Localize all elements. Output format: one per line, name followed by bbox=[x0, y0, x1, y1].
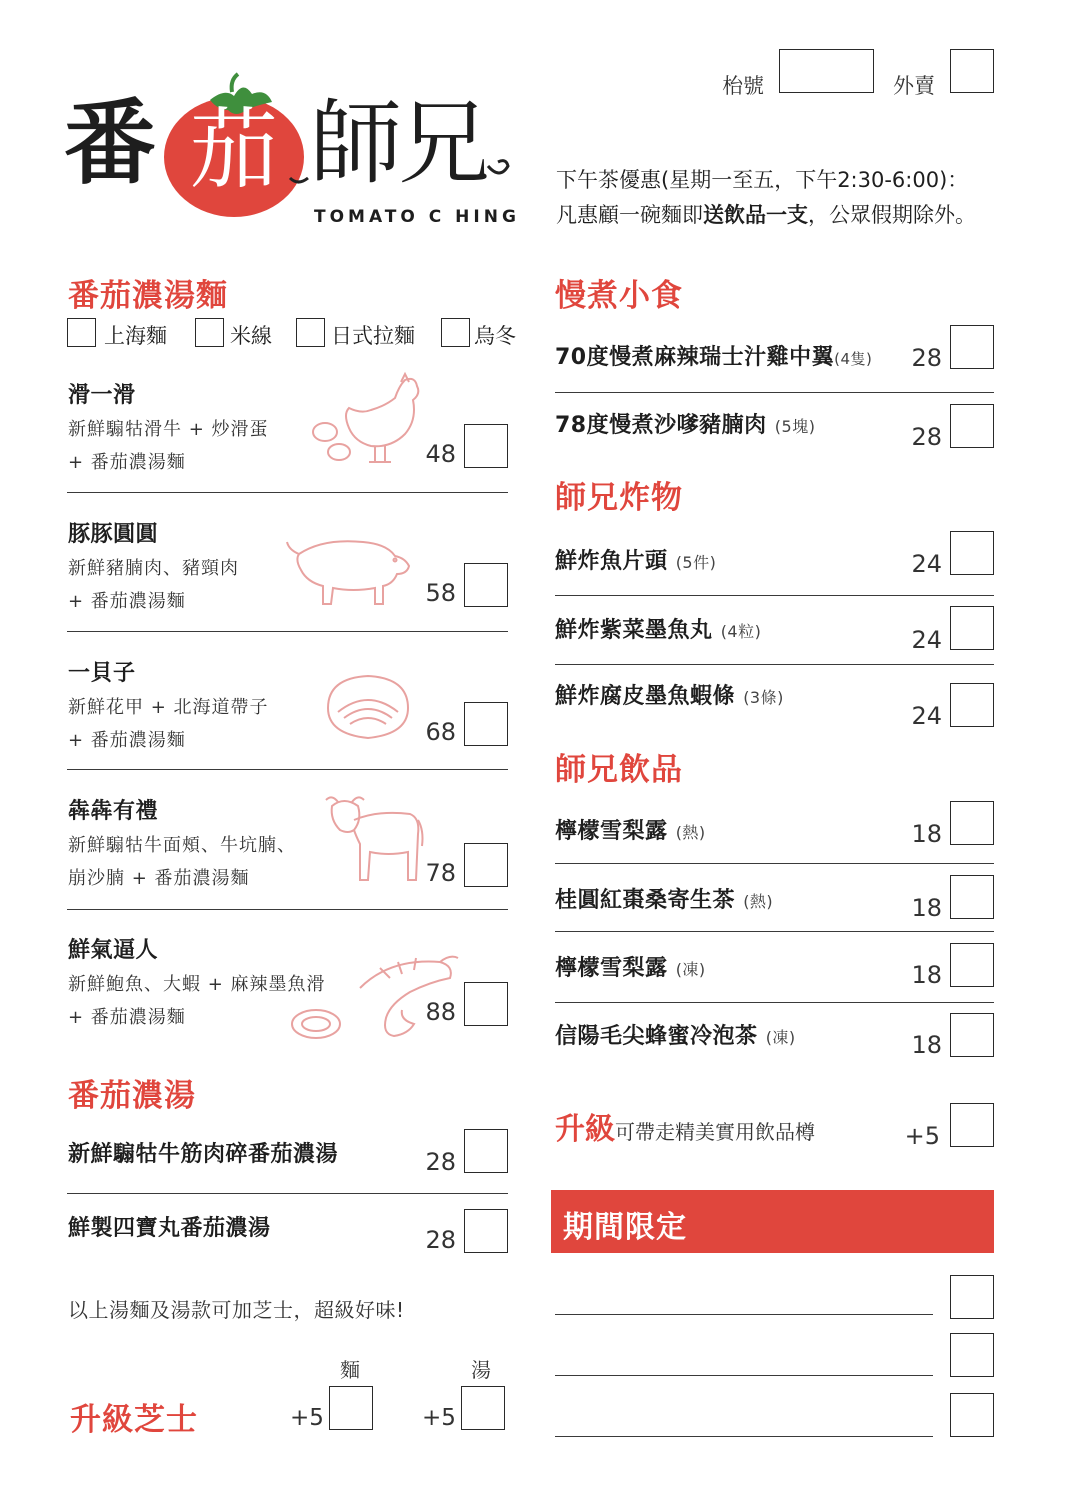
divider bbox=[67, 769, 508, 770]
noodle-item-checkbox[interactable] bbox=[464, 702, 508, 746]
noodle-option-checkbox-udon[interactable] bbox=[441, 318, 470, 347]
promo-highlight: 送飲品一支 bbox=[703, 203, 808, 227]
soup-item-checkbox[interactable] bbox=[464, 1209, 508, 1253]
noodle-item-name: 一貝子 bbox=[68, 661, 136, 686]
takeaway-label: 外賣 bbox=[893, 74, 935, 98]
fried-item-checkbox[interactable] bbox=[950, 531, 994, 575]
noodle-item-price: 88 bbox=[425, 998, 456, 1026]
noodle-option-udon: 烏冬 bbox=[474, 324, 516, 348]
promo-line-2 bbox=[556, 199, 976, 229]
noodle-item-desc: + 番茄濃湯麵 bbox=[68, 730, 186, 751]
promo-line-1: 下午茶優惠(星期一至五，下午2:30-6:00)： bbox=[556, 168, 969, 192]
limited-banner bbox=[551, 1190, 994, 1253]
limited-blank-line bbox=[555, 1375, 933, 1376]
fried-item-checkbox[interactable] bbox=[950, 606, 994, 650]
noodle-item-desc: + 番茄濃湯麵 bbox=[68, 1007, 186, 1028]
divider bbox=[67, 1193, 508, 1194]
noodle-item-checkbox[interactable] bbox=[464, 424, 508, 468]
brand-logo bbox=[60, 70, 520, 240]
noodle-item-desc: + 番茄濃湯麵 bbox=[68, 452, 186, 473]
brand-english: TOMATO C HING bbox=[314, 207, 520, 227]
drink-item-price: 18 bbox=[911, 1031, 942, 1059]
noodle-item-desc: + 番茄濃湯麵 bbox=[68, 591, 186, 612]
noodle-item-price: 78 bbox=[425, 859, 456, 887]
fried-item-name: 鮮炸腐皮墨魚蝦條 (3條) bbox=[555, 684, 784, 709]
noodle-option-checkbox-shanghai[interactable] bbox=[67, 318, 96, 347]
cheese-noodle-price: +5 bbox=[290, 1405, 324, 1431]
soup-item-checkbox[interactable] bbox=[464, 1129, 508, 1173]
pig-icon bbox=[283, 530, 413, 610]
limited-title: 期間限定 bbox=[563, 1210, 687, 1245]
drink-item-checkbox[interactable] bbox=[950, 875, 994, 919]
slow-cooked-item-price: 28 bbox=[911, 344, 942, 372]
cheese-soup-checkbox[interactable] bbox=[461, 1386, 505, 1430]
brand-char-1: 番 bbox=[64, 90, 157, 197]
cheese-soup-price: +5 bbox=[422, 1405, 456, 1431]
noodle-item-price: 48 bbox=[425, 440, 456, 468]
noodle-item-desc: 新鮮騸牯牛面頰、牛坑腩、 bbox=[68, 835, 296, 856]
limited-checkbox[interactable] bbox=[950, 1393, 994, 1437]
noodle-item-desc: 新鮮鮑魚、大蝦 + 麻辣墨魚滑 bbox=[68, 974, 326, 995]
drink-item-name: 桂圓紅棗桑寄生茶 (熱) bbox=[555, 888, 774, 913]
brand-char-3: 師兄 bbox=[310, 90, 487, 197]
fried-item-name: 鮮炸魚片頭 (5件) bbox=[555, 549, 717, 574]
noodle-item-checkbox[interactable] bbox=[464, 843, 508, 887]
noodle-option-ramen: 日式拉麵 bbox=[331, 324, 415, 348]
drink-upgrade bbox=[555, 1104, 815, 1148]
slow-cooked-item-price: 28 bbox=[911, 423, 942, 451]
drink-item-price: 18 bbox=[911, 894, 942, 922]
fried-item-price: 24 bbox=[911, 550, 942, 578]
drink-item-price: 18 bbox=[911, 820, 942, 848]
noodle-option-checkbox-rice[interactable] bbox=[195, 318, 224, 347]
divider bbox=[67, 631, 508, 632]
noodle-section-title: 番茄濃湯麵 bbox=[68, 278, 228, 314]
divider bbox=[67, 909, 508, 910]
noodle-option-rice: 米線 bbox=[230, 324, 272, 348]
drinks-title: 師兄飲品 bbox=[555, 752, 683, 788]
noodle-item-name: 犇犇有禮 bbox=[68, 799, 159, 824]
limited-blank-line bbox=[555, 1436, 933, 1437]
divider bbox=[67, 492, 508, 493]
promo-line-2c: ，公眾假期除外。 bbox=[808, 203, 976, 227]
noodle-item-name: 豚豚圓圓 bbox=[68, 522, 159, 547]
drink-item-name: 信陽毛尖蜂蜜冷泡茶 (凍) bbox=[555, 1024, 796, 1049]
drink-upgrade-price: +5 bbox=[904, 1122, 940, 1150]
divider bbox=[555, 595, 994, 596]
fried-item-price: 24 bbox=[911, 702, 942, 730]
slow-cooked-title: 慢煮小食 bbox=[555, 278, 683, 314]
drink-item-name: 檸檬雪梨露 (熱) bbox=[555, 819, 706, 844]
table-number-label: 枱號 bbox=[722, 74, 764, 98]
noodle-item-name: 滑一滑 bbox=[68, 383, 136, 408]
drink-item-price: 18 bbox=[911, 961, 942, 989]
slow-cooked-item-name: 78度慢煮沙嗲豬腩肉 (5塊) bbox=[555, 413, 816, 438]
noodle-option-shanghai: 上海麵 bbox=[104, 324, 167, 348]
drink-item-checkbox[interactable] bbox=[950, 801, 994, 845]
soup-section-title: 番茄濃湯 bbox=[68, 1078, 196, 1114]
drink-item-checkbox[interactable] bbox=[950, 1013, 994, 1057]
noodle-item-price: 68 bbox=[425, 718, 456, 746]
cheese-noodle-checkbox[interactable] bbox=[329, 1386, 373, 1430]
soup-item-price: 28 bbox=[425, 1226, 456, 1254]
fried-item-checkbox[interactable] bbox=[950, 683, 994, 727]
limited-checkbox[interactable] bbox=[950, 1275, 994, 1319]
noodle-item-name: 鮮氣逼人 bbox=[68, 938, 159, 963]
cheese-upgrade-title: 升級芝士 bbox=[70, 1402, 198, 1438]
soup-item-price: 28 bbox=[425, 1148, 456, 1176]
noodle-item-desc: 新鮮騸牯滑牛 + 炒滑蛋 bbox=[68, 419, 269, 440]
noodle-item-price: 58 bbox=[425, 579, 456, 607]
fried-item-price: 24 bbox=[911, 626, 942, 654]
limited-checkbox[interactable] bbox=[950, 1333, 994, 1377]
drink-upgrade-title: 升級 bbox=[555, 1112, 615, 1147]
soup-item-name: 鮮製四寶丸番茄濃湯 bbox=[68, 1216, 271, 1241]
noodle-item-checkbox[interactable] bbox=[464, 563, 508, 607]
clam-icon bbox=[318, 668, 418, 748]
limited-blank-line bbox=[555, 1314, 933, 1315]
cheese-note: 以上湯麵及湯款可加芝士，超級好味! bbox=[68, 1298, 405, 1322]
fried-item-name: 鮮炸紫菜墨魚丸 (4粒) bbox=[555, 618, 762, 643]
takeaway-checkbox[interactable] bbox=[950, 49, 994, 93]
noodle-item-desc: 新鮮豬腩肉、豬頸肉 bbox=[68, 558, 239, 579]
divider bbox=[555, 931, 994, 932]
slow-cooked-item-checkbox[interactable] bbox=[950, 325, 994, 369]
drink-item-checkbox[interactable] bbox=[950, 943, 994, 987]
noodle-item-desc: 新鮮花甲 + 北海道帶子 bbox=[68, 697, 269, 718]
noodle-option-checkbox-ramen[interactable] bbox=[296, 318, 325, 347]
drink-upgrade-checkbox[interactable] bbox=[950, 1103, 994, 1147]
divider bbox=[555, 392, 994, 393]
noodle-item-desc: 崩沙腩 + 番茄濃湯麵 bbox=[68, 868, 250, 889]
fried-title: 師兄炸物 bbox=[555, 480, 683, 516]
cheese-noodle-label: 麵 bbox=[340, 1358, 360, 1382]
slow-cooked-item-checkbox[interactable] bbox=[950, 404, 994, 448]
soup-item-name: 新鮮騸牯牛筋肉碎番茄濃湯 bbox=[68, 1142, 339, 1167]
cheese-soup-label: 湯 bbox=[471, 1358, 491, 1382]
divider bbox=[555, 1002, 994, 1003]
divider bbox=[555, 863, 994, 864]
divider bbox=[555, 664, 994, 665]
slow-cooked-item-name: 70度慢煮麻辣瑞士汁雞中翼(4隻) bbox=[555, 345, 873, 370]
brand-char-2: 茄 bbox=[190, 98, 279, 201]
drink-upgrade-desc: 可帶走精美實用飲品樽 bbox=[615, 1120, 815, 1144]
drink-item-name: 檸檬雪梨露 (凍) bbox=[555, 956, 706, 981]
noodle-item-checkbox[interactable] bbox=[464, 982, 508, 1026]
table-number-box[interactable] bbox=[779, 49, 874, 93]
promo-line-2a: 凡惠顧一碗麵即 bbox=[556, 203, 703, 227]
